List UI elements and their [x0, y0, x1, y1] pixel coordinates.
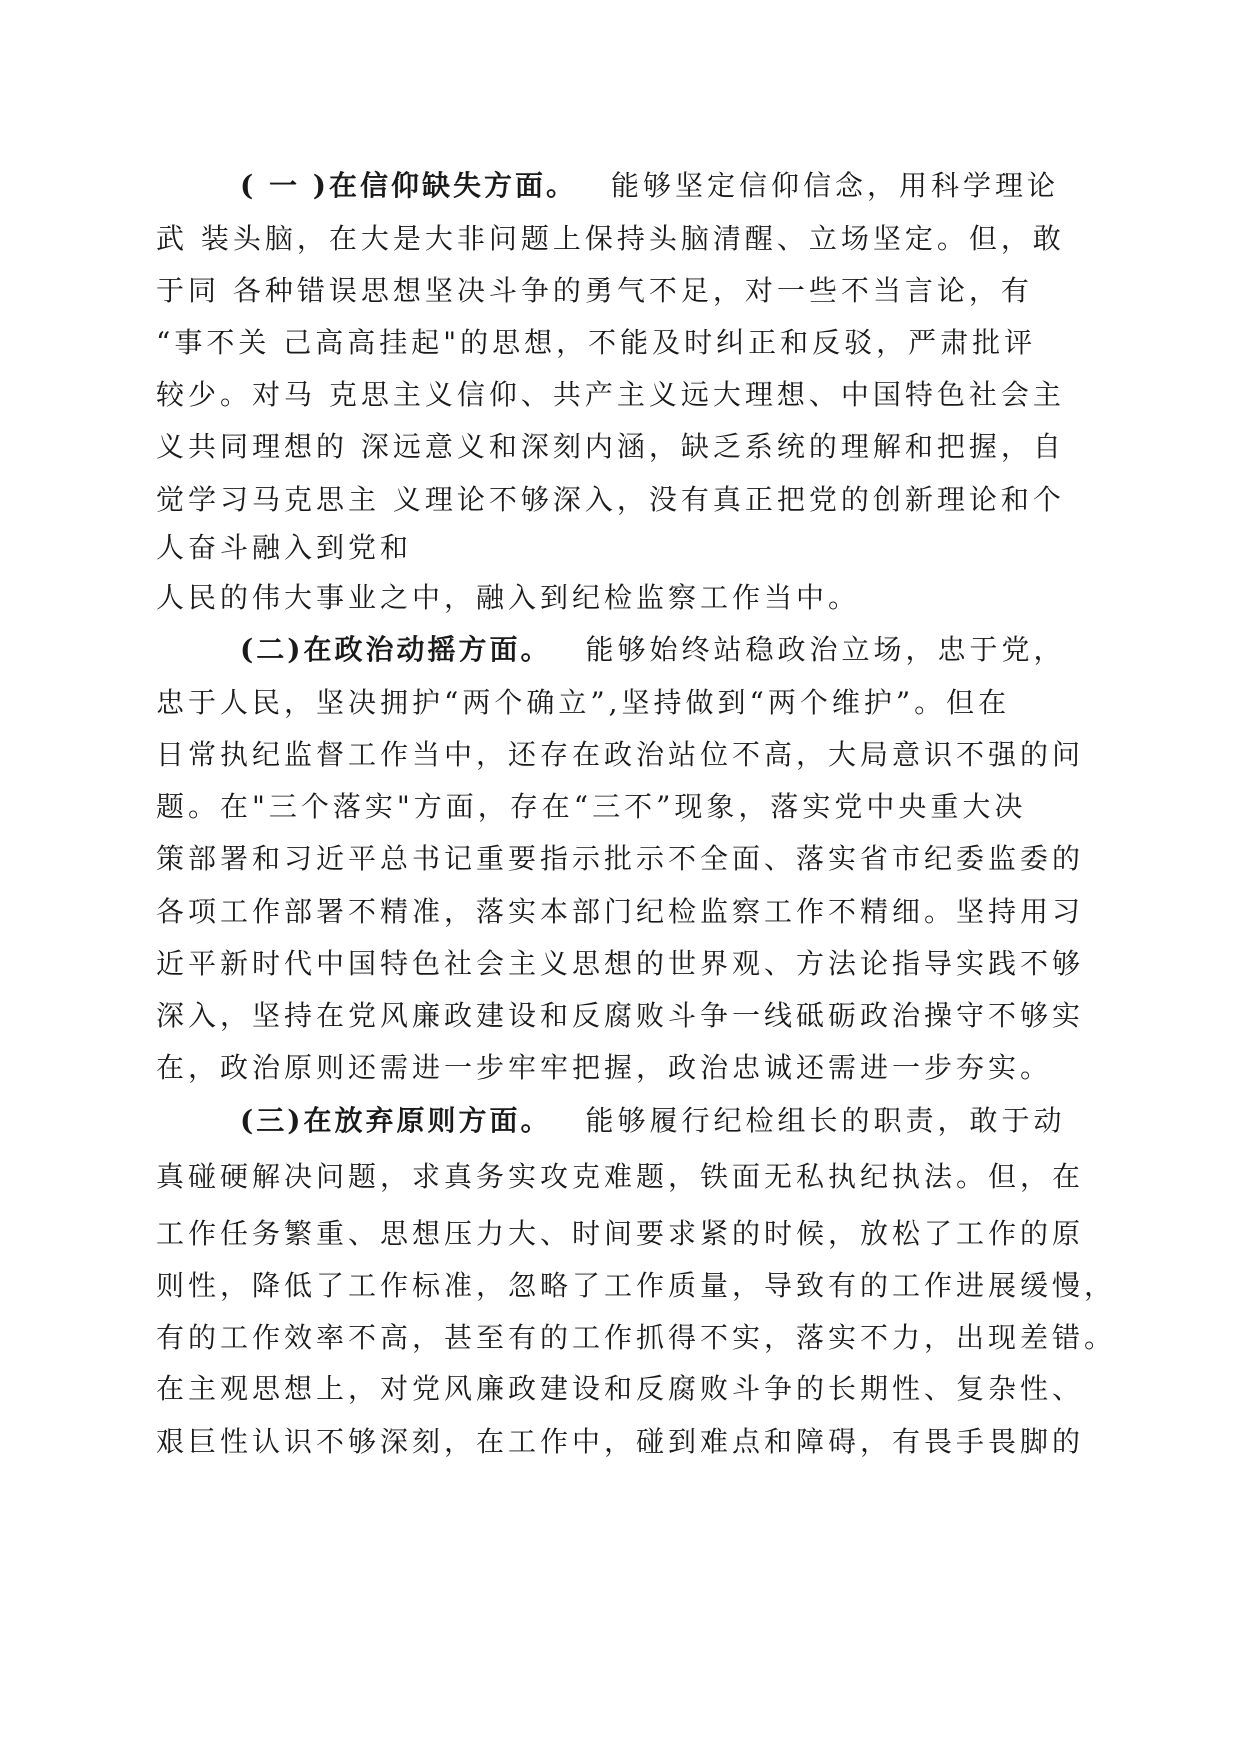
section-3-first-line: [240, 1101, 1066, 1141]
section-1-line-1: 武 装头脑，在大是大非问题上保持头脑清醒、立场坚定。但，敢: [156, 222, 1065, 255]
section-1-line-5: 义共同理想的 深远意义和深刻内涵，缺乏系统的理解和把握，自: [156, 430, 1065, 463]
section-1-line-7: 人奋斗融入到党和: [156, 531, 413, 564]
section-1-line-3: “事不关 己高高挂起"的思想，不能及时纠正和反驳，严肃批评: [156, 326, 1037, 359]
section-2-line-8: 在，政治原则还需进一步牢牢把握，政治忠诚还需进一步夯实。: [156, 1051, 1053, 1084]
section-3-line-4: 有的工作效率不高，甚至有的工作抓得不实，落实不力，出现差错。: [156, 1321, 1117, 1354]
section-3-heading: (三)在放弃原则方面。: [240, 1104, 552, 1137]
section-2-line-5: 各项工作部署不精准，落实本部门纪检监察工作不精细。坚持用习: [156, 895, 1085, 928]
section-2-line-2: 日常执纪监督工作当中，还存在政治站位不高，大局意识不强的问: [156, 738, 1085, 771]
section-2-heading: (二)在政治动摇方面。: [240, 633, 552, 666]
section-3-line-5: 在主观思想上，对党风廉政建设和反腐败斗争的长期性、复杂性、: [156, 1372, 1085, 1405]
section-1-line-0: 能够坚定信仰信念，用科学理论: [611, 169, 1060, 202]
section-2-line-0: 能够始终站稳政治立场，忠于党，: [585, 633, 1066, 666]
section-3-line-6: 艰巨性认识不够深刻，在工作中，碰到难点和障碍，有畏手畏脚的: [156, 1425, 1085, 1458]
section-2-line-6: 近平新时代中国特色社会主义思想的世界观、方法论指导实践不够: [156, 947, 1085, 980]
section-1-line-6: 觉学习马克思主 义理论不够深入，没有真正把党的创新理论和个: [156, 483, 1065, 516]
section-1-first-line: [240, 166, 1059, 206]
section-2-line-3: 题。在"三个落实"方面，存在“三不”现象，落实党中央重大决: [156, 790, 1027, 823]
section-3-line-0: 能够履行纪检组长的职责，敢于动: [585, 1104, 1066, 1137]
section-1-line-2: 于同 各种错误思想坚决斗争的勇气不足，对一些不当言论，有: [156, 274, 1033, 307]
section-1-line-4: 较少。对马 克思主义信仰、共产主义远大理想、中国特色社会主: [156, 378, 1065, 411]
section-1-heading: ( 一 )在信仰缺失方面。: [240, 169, 577, 202]
section-2-line-1: 忠于人民，坚决拥护“两个确立”,坚持做到“两个维护”。但在: [156, 686, 1011, 719]
section-3-line-3: 则性，降低了工作标准，忽略了工作质量，导致有的工作进展缓慢，: [156, 1269, 1117, 1302]
section-3-line-1: 真碰硬解决问题，求真务实攻克难题，铁面无私执纪执法。但，在: [156, 1160, 1085, 1193]
section-2-line-7: 深入，坚持在党风廉政建设和反腐败斗争一线砥砺政治操守不够实: [156, 999, 1085, 1032]
section-2-line-4: 策部署和习近平总书记重要指示批示不全面、落实省市纪委监委的: [156, 842, 1085, 875]
section-1-line-8: 人民的伟大事业之中，融入到纪检监察工作当中。: [156, 581, 861, 614]
section-3-line-2: 工作任务繁重、思想压力大、时间要求紧的时候，放松了工作的原: [156, 1217, 1085, 1250]
section-2-first-line: [240, 630, 1066, 670]
